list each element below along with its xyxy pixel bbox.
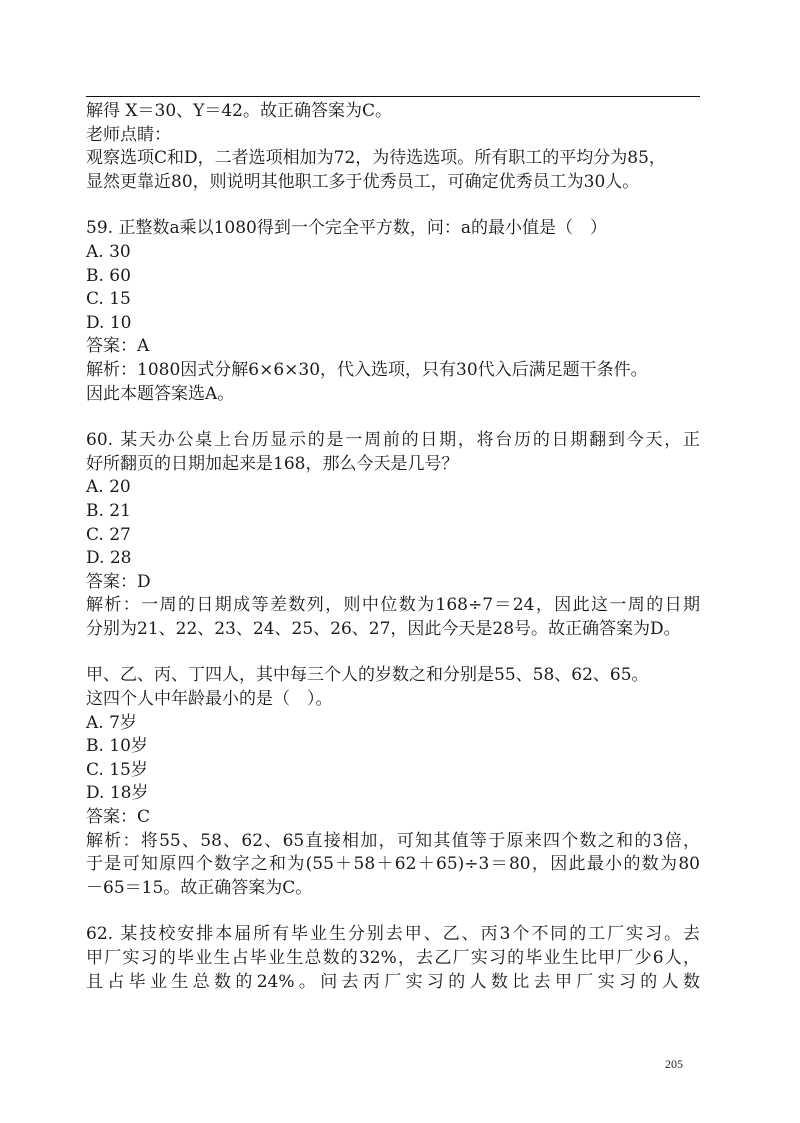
analysis-line: 分别为21、22、23、24、25、26、27，因此今天是28号。故正确答案为D。: [86, 618, 681, 639]
answer-line: 答案：A: [86, 336, 150, 357]
question-stem: 甲厂实习的毕业生占毕业生总数的32%，去乙厂实习的毕业生比甲厂少6人，: [86, 948, 700, 968]
option-d: D. 28: [86, 548, 132, 569]
question-stem: 且占毕业生总数的24%。问去丙厂实习的人数比去甲厂实习的人数: [86, 971, 700, 992]
analysis-line: 解析：一周的日期成等差数列，则中位数为168÷7＝24，因此这一周的日期: [86, 595, 700, 616]
option-d: D. 18岁: [86, 783, 149, 804]
teacher-tip-line: 观察选项C和D，二者选项相加为72，为待选选项。所有职工的平均分为85，: [86, 148, 666, 169]
option-a: A. 30: [86, 241, 131, 262]
option-c: C. 15: [86, 289, 131, 310]
solution-line: 解得 X＝30、Y＝42。故正确答案为C。: [86, 101, 392, 121]
question-stem: 好所翻页的日期加起来是168，那么今天是几号？: [86, 453, 459, 474]
question-stem: 这四个人中年龄最小的是（ ）。: [86, 689, 333, 710]
header-rule: [86, 96, 700, 97]
question-61: [86, 664, 706, 900]
option-c: C. 15岁: [86, 759, 148, 780]
teacher-tip-line: 显然更靠近80，则说明其他职工多于优秀员工，可确定优秀员工为30人。: [86, 171, 640, 192]
document-body: [86, 100, 706, 1017]
option-b: B. 21: [86, 500, 131, 521]
option-b: B. 60: [86, 265, 131, 286]
analysis-line: 解析：1080因式分解6×6×30，代入选项，只有30代入后满足题干条件。: [86, 359, 648, 380]
option-b: B. 10岁: [86, 736, 148, 757]
question-59: [86, 217, 706, 406]
question-62: [86, 923, 706, 994]
option-a: A. 20: [86, 477, 131, 498]
page-number: 205: [665, 1057, 683, 1071]
question-stem: 甲、乙、丙、丁四人，其中每三个人的岁数之和分别是55、58、62、65。: [86, 665, 649, 686]
analysis-line: 解析：将55、58、62、65直接相加，可知其值等于原来四个数之和的3倍，: [86, 830, 700, 851]
analysis-line: 因此本题答案选A。: [86, 383, 235, 404]
question-stem: 59. 正整数a乘以1080得到一个完全平方数，问：a的最小值是（ ）: [86, 218, 607, 239]
question-stem: 60. 某天办公桌上台历显示的是一周前的日期，将台历的日期翻到今天，正: [86, 430, 700, 451]
option-d: D. 10: [86, 312, 132, 333]
question-60: [86, 429, 706, 641]
previous-solution-tail: [86, 100, 706, 194]
analysis-line: 于是可知原四个数字之和为(55＋58＋62＋65)÷3＝80，因此最小的数为80: [86, 854, 700, 875]
option-a: A. 7岁: [86, 712, 137, 733]
question-stem: 62. 某技校安排本届所有毕业生分别去甲、乙、丙3个不同的工厂实习。去: [86, 924, 700, 945]
answer-line: 答案：D: [86, 571, 151, 592]
option-c: C. 27: [86, 524, 131, 545]
answer-line: 答案：C: [86, 807, 151, 828]
analysis-line: －65＝15。故正确答案为C。: [86, 877, 313, 898]
teacher-tip-heading: 老师点睛：: [86, 124, 171, 145]
